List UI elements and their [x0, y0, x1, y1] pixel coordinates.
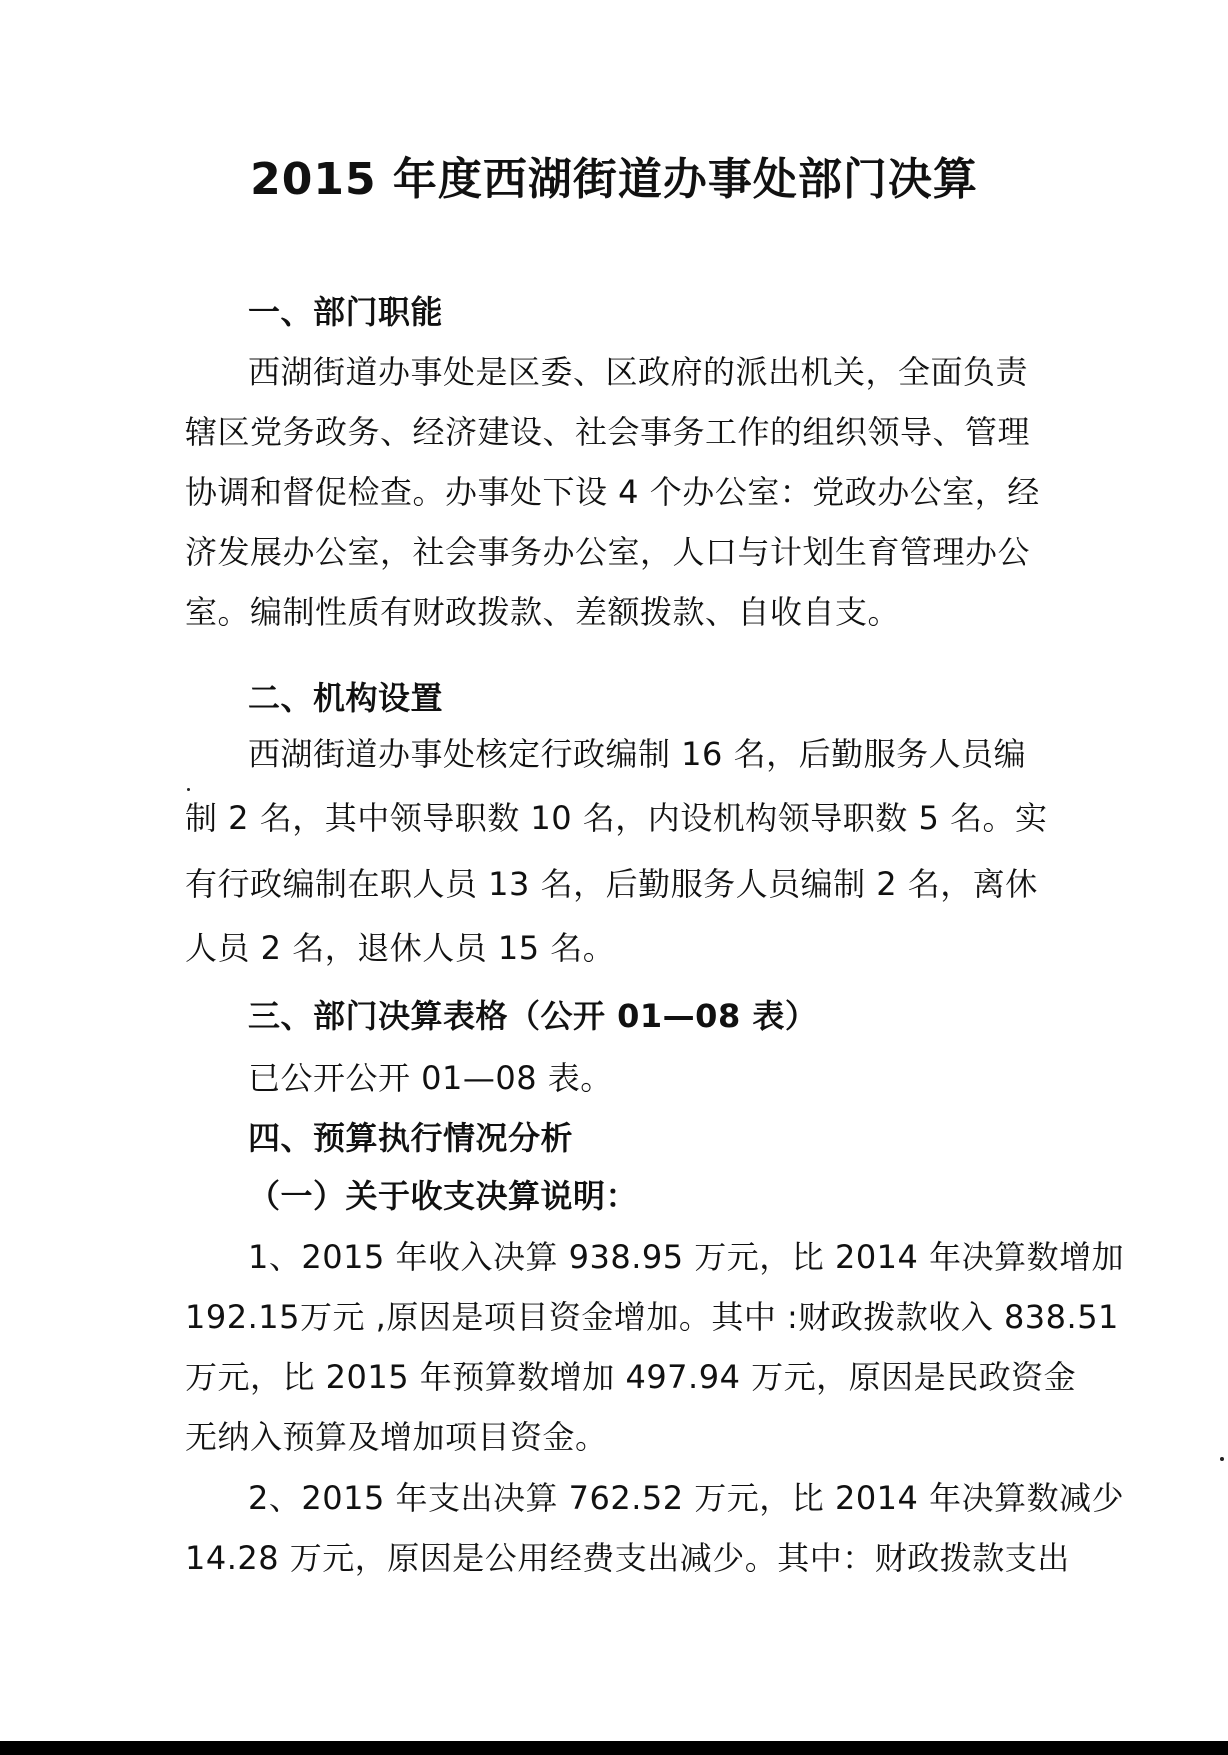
section-heading-organization: 二、机构设置: [248, 679, 444, 717]
paragraph-line: 西湖街道办事处是区委、区政府的派出机关，全面负责: [248, 353, 1029, 391]
paragraph-line: 192.15万元 ,原因是项目资金增加。其中 :财政拨款收入 838.51: [185, 1298, 1119, 1336]
scan-speck: [187, 788, 190, 791]
paragraph-line: 西湖街道办事处核定行政编制 16 名，后勤服务人员编: [248, 735, 1027, 773]
section-heading-tables: 三、部门决算表格（公开 01—08 表）: [248, 997, 818, 1035]
section-heading-execution: 四、预算执行情况分析: [248, 1119, 574, 1157]
paragraph-line: 有行政编制在职人员 13 名，后勤服务人员编制 2 名，离休: [185, 865, 1038, 903]
paragraph-line: 制 2 名，其中领导职数 10 名，内设机构领导职数 5 名。实: [185, 799, 1048, 837]
paragraph-line: 1、2015 年收入决算 938.95 万元，比 2014 年决算数增加: [248, 1238, 1125, 1276]
paragraph-line: 已公开公开 01—08 表。: [248, 1059, 613, 1097]
paragraph-line: 无纳入预算及增加项目资金。: [185, 1418, 608, 1456]
scan-speck: [1220, 1457, 1224, 1461]
paragraph-line: 14.28 万元，原因是公用经费支出减少。其中：财政拨款支出: [185, 1539, 1070, 1577]
page-title: 2015 年度西湖街道办事处部门决算: [250, 154, 978, 205]
paragraph-line: 人员 2 名，退休人员 15 名。: [185, 929, 616, 967]
subsection-heading: （一）关于收支决算说明：: [248, 1177, 639, 1215]
paragraph-line: 济发展办公室，社会事务办公室，人口与计划生育管理办公: [185, 533, 1031, 571]
paragraph-line: 万元，比 2015 年预算数增加 497.94 万元，原因是民政资金: [185, 1358, 1077, 1396]
paragraph-line: 协调和督促检查。办事处下设 4 个办公室：党政办公室，经: [185, 473, 1040, 511]
section-heading-functions: 一、部门职能: [248, 293, 444, 331]
paragraph-line: 辖区党务政务、经济建设、社会事务工作的组织领导、管理: [185, 413, 1031, 451]
scan-border: [0, 1741, 1228, 1755]
paragraph-line: 2、2015 年支出决算 762.52 万元，比 2014 年决算数减少: [248, 1479, 1125, 1517]
paragraph-line: 室。编制性质有财政拨款、差额拨款、自收自支。: [185, 593, 901, 631]
